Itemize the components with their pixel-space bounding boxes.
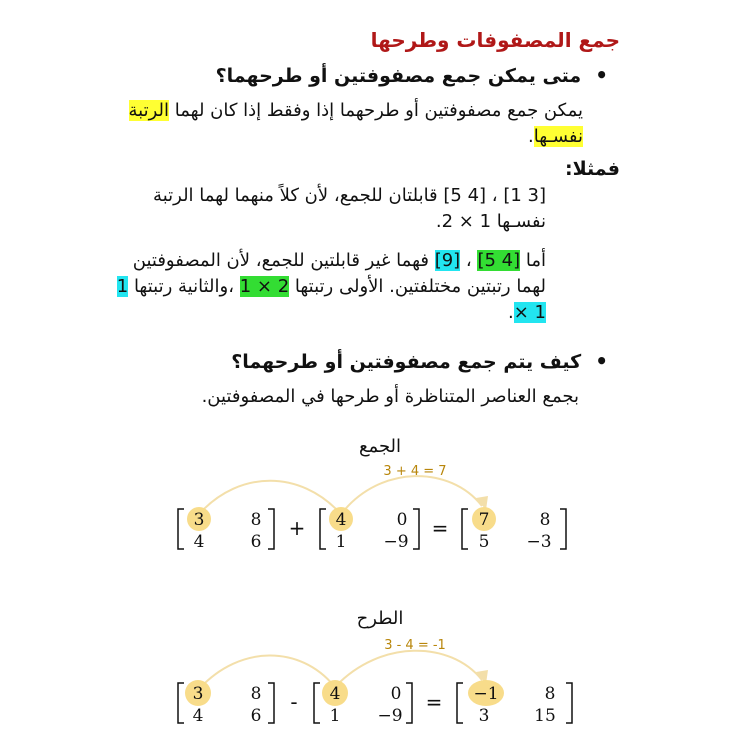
answer-2: بجمع العناصر المتناظرة أو طرحها في المصفوفتين. — [201, 386, 579, 407]
addition-c-r2c1: 5 — [478, 532, 490, 552]
addition-a-r2c2: 6 — [250, 532, 262, 552]
example-1 — [126, 183, 546, 235]
subtraction-a-left-bracket — [178, 683, 184, 723]
subtraction-c-r2c2: 15 — [534, 706, 556, 726]
same-order-highlight: الرتبة نفسـها — [128, 100, 583, 147]
subtraction-a-right-bracket — [268, 683, 274, 723]
addition-a-r1c2: 8 — [250, 510, 262, 530]
example-2-matrix-row: [5 4] — [477, 250, 521, 271]
addition-a-r1c1: 3 — [193, 510, 205, 530]
addition-b-left-bracket — [320, 509, 326, 549]
addition-b-r2c1: 1 — [335, 532, 347, 552]
example-2-prefix: أما — [520, 250, 546, 271]
subtraction-b-left-bracket — [314, 683, 320, 723]
subtraction-equals: = — [425, 690, 443, 714]
addition-c-r1c1: 7 — [478, 510, 490, 530]
example-1-text: قابلتان للجمع، لأن كلاً منهما لهما الرتبة نفسـها 1 × 2. — [153, 185, 546, 232]
order-1x2-highlight: 1 × 2 — [239, 276, 290, 297]
question-2: • كيف يتم جمع مصفوفتين أو طرحهما؟ — [231, 349, 608, 373]
subtraction-equation — [0, 645, 756, 745]
example-1-matrices: [5 4] ، [1 3] — [443, 185, 546, 206]
subtraction-c-r2c1: 3 — [478, 706, 490, 726]
subtraction-c-r1c2: 8 — [544, 684, 556, 704]
addition-a-right-bracket — [268, 509, 274, 549]
example-2-end: . — [508, 302, 514, 323]
subtraction-b-r2c2: −9 — [377, 706, 403, 726]
addition-b-r1c1: 4 — [335, 510, 347, 530]
example-label: فمثلا: — [565, 158, 620, 180]
answer-1-text: يمكن جمع مصفوفتين أو طرحهما إذا وفقط إذا كان لهما — [169, 100, 583, 121]
question-1: • متى يمكن جمع مصفوفتين أو طرحهما؟ — [216, 63, 608, 87]
addition-equals: = — [431, 516, 449, 540]
subtraction-b-r1c2: 0 — [390, 684, 402, 704]
answer-1-end: . — [528, 126, 534, 147]
subtraction-a-r2c1: 4 — [192, 706, 204, 726]
addition-arc-2 — [342, 476, 482, 513]
addition-caption: الجمع — [358, 436, 402, 457]
addition-a-left-bracket — [178, 509, 184, 549]
subtraction-c-right-bracket — [566, 683, 572, 723]
addition-b-r1c2: 0 — [396, 510, 408, 530]
example-2-matrix-single: [9] — [434, 250, 461, 271]
example-2-separator: ، — [460, 250, 478, 271]
subtraction-b-r2c1: 1 — [329, 706, 341, 726]
subtraction-c-left-bracket — [457, 683, 463, 723]
addition-equation — [0, 470, 756, 560]
addition-arc-1 — [200, 481, 340, 513]
subtraction-b-r1c1: 4 — [329, 684, 341, 704]
subtraction-a-r1c2: 8 — [250, 684, 262, 704]
addition-c-r2c2: −3 — [526, 532, 552, 552]
page-title: جمع المصفوفات وطرحها — [370, 28, 620, 52]
example-2-mid: ،والثانية رتبتها — [128, 276, 240, 297]
subtraction-formula: 3 - 4 = -1 — [384, 638, 446, 653]
subtraction-c-r1c1: −1 — [473, 684, 499, 704]
subtraction-operator: - — [290, 690, 298, 714]
addition-b-right-bracket — [413, 509, 419, 549]
addition-c-r1c2: 8 — [539, 510, 551, 530]
subtraction-arc-2 — [336, 651, 482, 686]
addition-c-left-bracket — [462, 509, 468, 549]
subtraction-caption: الطرح — [356, 608, 404, 629]
example-2-text: فهما غير قابلتين للجمع، لأن المصفوفتين لهما رتبتين مختلفتين. الأولى رتبتها — [132, 250, 546, 297]
addition-c-right-bracket — [560, 509, 566, 549]
answer-1 — [123, 98, 583, 150]
subtraction-b-right-bracket — [406, 683, 412, 723]
addition-a-r2c1: 4 — [193, 532, 205, 552]
subtraction-a-r1c1: 3 — [192, 684, 204, 704]
addition-operator: + — [288, 516, 306, 540]
addition-formula: 3 + 4 = 7 — [383, 464, 447, 479]
example-2 — [106, 248, 546, 326]
addition-b-r2c2: −9 — [383, 532, 409, 552]
order-1x1-highlight: 1 × 1 — [116, 276, 546, 323]
subtraction-a-r2c2: 6 — [250, 706, 262, 726]
